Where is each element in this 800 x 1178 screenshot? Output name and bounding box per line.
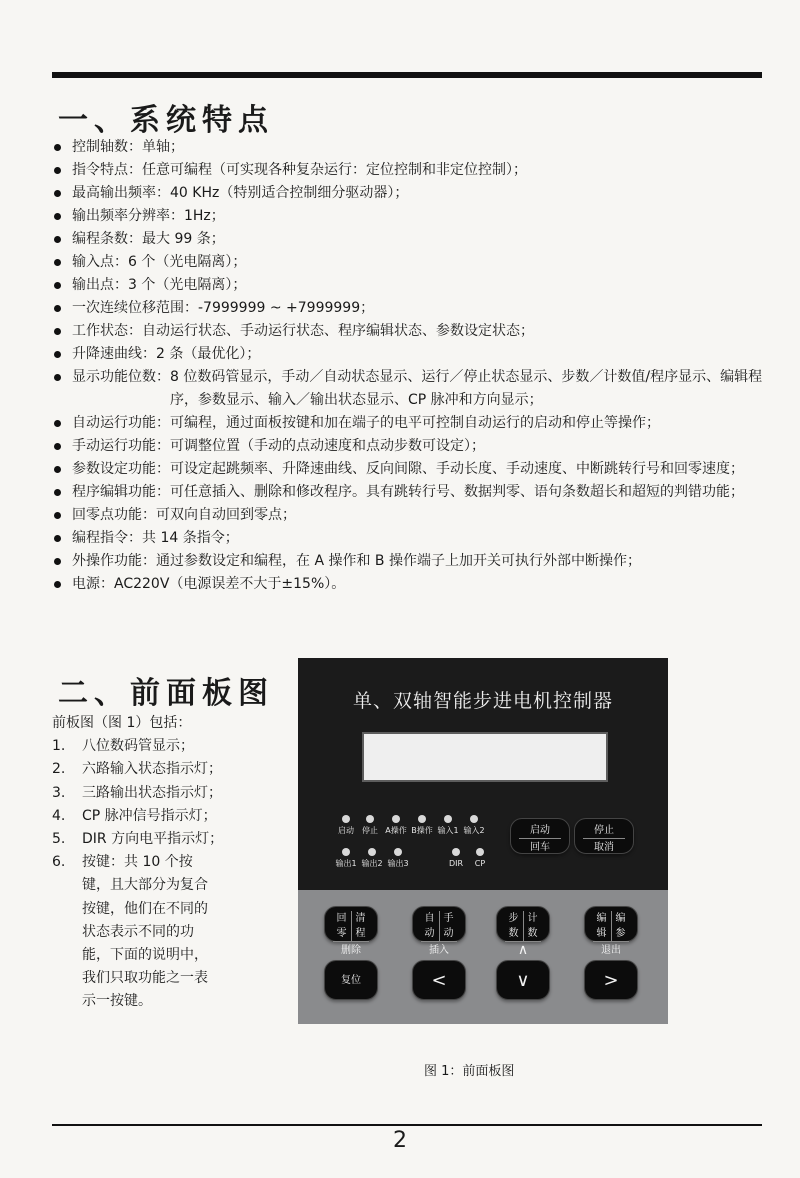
led-light <box>444 815 452 823</box>
down-arrow-key[interactable]: ∨ <box>496 960 550 1000</box>
led-label: 输出3 <box>387 859 409 868</box>
led-indicator <box>332 848 360 869</box>
key-top-labels <box>333 911 369 942</box>
feature-body <box>72 435 764 458</box>
top-rule <box>52 72 762 78</box>
intro-number: 3. <box>52 784 66 801</box>
led-indicator <box>384 848 412 869</box>
feature-label: 输出频率分辨率： <box>72 208 184 224</box>
feature-item <box>52 435 764 458</box>
key-bottom-label: 取消 <box>594 842 614 853</box>
feature-label: 升降速曲线： <box>72 346 156 362</box>
key-top-label: 回零 <box>336 913 347 939</box>
feature-label: 电源： <box>72 576 114 592</box>
intro-heading: 前板图（图 1）包括： <box>52 715 192 731</box>
feature-label: 编程条数： <box>72 231 142 247</box>
key-bottom-label: 退出 <box>601 945 621 956</box>
left-arrow-key[interactable]: < <box>412 960 466 1000</box>
feature-label: 手动运行功能： <box>72 438 170 454</box>
feature-value: 可设定起跳频率、升降速曲线、反向间隙、手动长度、手动速度、中断跳转行号和回零速度； <box>170 461 744 477</box>
intro-list <box>52 735 282 1013</box>
feature-item <box>52 343 764 366</box>
intro-item <box>52 828 282 851</box>
key-top-label: 停止 <box>594 825 614 836</box>
key-top-label: 手动 <box>439 911 458 941</box>
feature-item <box>52 159 764 182</box>
feature-label: 外操作功能： <box>72 553 156 569</box>
feature-item <box>52 320 764 343</box>
led-indicator <box>358 848 386 869</box>
feature-value: 3 个（光电隔离）； <box>128 277 247 293</box>
key-top-label: 启动 <box>530 825 550 836</box>
led-label: 输入2 <box>463 826 485 835</box>
front-panel-figure <box>298 658 668 1024</box>
key-bottom-label: ∧ <box>517 942 529 958</box>
led-indicator <box>466 848 494 869</box>
feature-body <box>72 251 764 274</box>
feature-label: 编程指令： <box>72 530 142 546</box>
feature-body <box>72 504 764 527</box>
led-label: 输出1 <box>335 859 357 868</box>
auto-manual-insert-key[interactable] <box>412 906 466 956</box>
feature-value: AC220V（电源误差不大于±15%）。 <box>114 576 346 592</box>
feature-label: 程序编辑功能： <box>72 484 170 500</box>
feature-body <box>72 320 764 343</box>
key-top-labels <box>519 823 561 839</box>
led-label: 输出2 <box>361 859 383 868</box>
key-top-label: 清程 <box>351 911 370 941</box>
feature-body <box>72 458 764 481</box>
feature-label: 工作状态： <box>72 323 142 339</box>
led-label: 输入1 <box>437 826 459 835</box>
feature-body <box>72 274 764 297</box>
feature-item <box>52 182 764 205</box>
intro-text: DIR 方向电平指示灯； <box>82 831 224 848</box>
feature-value: 可编程，通过面板按键和加在端子的电平可控制自动运行的启动和停止等操作； <box>170 415 660 431</box>
feature-body <box>72 136 764 159</box>
feature-value: 可任意插入、删除和修改程序。具有跳转行号、数据判零、语句条数超长和超短的判错功能； <box>170 484 744 500</box>
feature-value: 8 位数码管显示，手动／自动状态显示、运行／停止状态显示、步数／计数值/程序显示、编辑程序，参数显示、输入／输出状态显示、CP 脉冲和方向显示； <box>170 369 763 408</box>
stop-cancel-key[interactable] <box>574 818 634 854</box>
led-light <box>452 848 460 856</box>
page-number: 2 <box>393 1128 407 1153</box>
intro-text: 按键：共 10 个按键，且大部分为复合按键，他们在不同的状态表示不同的功能，下面的说明中，我们只取功能之一表示一按键。 <box>82 854 208 1010</box>
led-indicator <box>382 815 410 836</box>
key-bottom-label: 删除 <box>341 945 361 956</box>
section-title-front-panel: 二、前面板图 <box>58 676 274 711</box>
feature-body <box>72 205 764 228</box>
led-label: DIR <box>448 859 464 868</box>
key-top-labels <box>593 911 629 942</box>
intro-item <box>52 805 282 828</box>
intro-text: 三路输出状态指示灯； <box>82 784 222 801</box>
feature-item <box>52 251 764 274</box>
feature-body <box>72 412 764 435</box>
led-light <box>394 848 402 856</box>
key-top-label: 编辑 <box>596 913 607 939</box>
feature-label: 输入点： <box>72 254 128 270</box>
feature-list <box>52 136 764 596</box>
feature-body <box>72 159 764 182</box>
feature-value: 通过参数设定和编程，在 A 操作和 B 操作端子上加开关可执行外部中断操作； <box>156 553 641 569</box>
feature-value: 2 条（最优化）； <box>156 346 261 362</box>
feature-label: 自动运行功能： <box>72 415 170 431</box>
feature-value: 可调整位置（手动的点动速度和点动步数可设定）； <box>170 438 485 454</box>
reset-key[interactable]: 复位 <box>324 960 378 1000</box>
led-label: A操作 <box>385 826 407 835</box>
feature-label: 最高输出频率： <box>72 185 170 201</box>
led-label: 停止 <box>362 826 378 835</box>
feature-value: 任意可编程（可实现各种复杂运行：定位控制和非定位控制）； <box>142 162 527 178</box>
feature-body <box>72 573 764 596</box>
led-light <box>418 815 426 823</box>
key-top-labels <box>583 823 625 839</box>
feature-item <box>52 136 764 159</box>
led-indicator <box>460 815 488 836</box>
led-light <box>342 815 350 823</box>
led-label: 启动 <box>338 826 354 835</box>
feature-label: 控制轴数： <box>72 139 142 155</box>
led-light <box>470 815 478 823</box>
intro-item <box>52 758 282 781</box>
led-indicator <box>408 815 436 836</box>
intro-number: 5. <box>52 831 66 848</box>
feature-value: -7999999 ~ +7999999； <box>198 300 375 316</box>
feature-value: 6 个（光电隔离）； <box>128 254 247 270</box>
led-light <box>392 815 400 823</box>
key-top-label: 编参 <box>611 911 630 941</box>
feature-item <box>52 228 764 251</box>
steps-count-up-key[interactable] <box>496 906 550 958</box>
key-bottom-label: 回车 <box>530 842 550 853</box>
feature-item <box>52 366 764 412</box>
led-light <box>342 848 350 856</box>
intro-number: 4. <box>52 807 66 824</box>
feature-item <box>52 297 764 320</box>
feature-value: 40 KHz（特别适合控制细分驱动器）； <box>170 185 409 201</box>
key-top-label: 自动 <box>424 913 435 939</box>
key-top-labels <box>505 911 541 942</box>
intro-number: 6. <box>52 854 66 871</box>
feature-label: 显示功能位数： <box>72 369 170 385</box>
feature-label: 指令特点： <box>72 162 142 178</box>
intro-text: 六路输入状态指示灯； <box>82 761 222 778</box>
start-enter-key[interactable] <box>510 818 570 854</box>
feature-body <box>72 366 764 412</box>
led-label: CP <box>474 859 486 868</box>
key-top-labels <box>421 911 457 942</box>
intro-item <box>52 851 282 1013</box>
key-top-label: 计数 <box>523 911 542 941</box>
feature-item <box>52 412 764 435</box>
intro-text: CP 脉冲信号指示灯； <box>82 807 217 824</box>
feature-item <box>52 205 764 228</box>
feature-item <box>52 458 764 481</box>
bottom-rule <box>52 1124 762 1126</box>
intro-item <box>52 782 282 805</box>
front-panel-intro <box>52 712 282 1014</box>
led-light <box>476 848 484 856</box>
feature-body <box>72 550 764 573</box>
home-clear-delete-key[interactable] <box>324 906 378 956</box>
intro-number: 2. <box>52 761 66 778</box>
feature-item <box>52 481 764 504</box>
feature-label: 参数设定功能： <box>72 461 170 477</box>
led-light <box>368 848 376 856</box>
led-indicator <box>434 815 462 836</box>
feature-label: 回零点功能： <box>72 507 156 523</box>
feature-label: 输出点： <box>72 277 128 293</box>
feature-body <box>72 343 764 366</box>
intro-item <box>52 735 282 758</box>
feature-body <box>72 228 764 251</box>
intro-text: 八位数码管显示； <box>82 738 194 755</box>
feature-value: 共 14 条指令； <box>142 530 239 546</box>
right-arrow-key[interactable]: > <box>584 960 638 1000</box>
feature-item <box>52 550 764 573</box>
led-label: B操作 <box>411 826 433 835</box>
feature-body <box>72 527 764 550</box>
panel-title: 单、双轴智能步进电机控制器 <box>352 690 613 712</box>
feature-value: 单轴； <box>142 139 184 155</box>
feature-value: 1Hz； <box>184 208 225 224</box>
lcd-display <box>362 732 608 782</box>
key-bottom-label: 插入 <box>429 945 449 956</box>
figure-caption: 图 1：前面板图 <box>424 1064 515 1079</box>
key-top-label: 步数 <box>508 913 519 939</box>
section-title-features: 一、系统特点 <box>58 103 274 138</box>
feature-item <box>52 573 764 596</box>
feature-body <box>72 297 764 320</box>
feature-body <box>72 481 764 504</box>
feature-value: 可双向自动回到零点； <box>156 507 296 523</box>
feature-value: 自动运行状态、手动运行状态、程序编辑状态、参数设定状态； <box>142 323 534 339</box>
led-indicator <box>356 815 384 836</box>
edit-param-exit-key[interactable] <box>584 906 638 956</box>
feature-body <box>72 182 764 205</box>
feature-item <box>52 504 764 527</box>
panel-upper <box>298 658 668 890</box>
feature-item <box>52 274 764 297</box>
intro-number: 1. <box>52 738 66 755</box>
feature-value: 最大 99 条； <box>142 231 225 247</box>
feature-label: 一次连续位移范围： <box>72 300 198 316</box>
led-light <box>366 815 374 823</box>
feature-item <box>52 527 764 550</box>
